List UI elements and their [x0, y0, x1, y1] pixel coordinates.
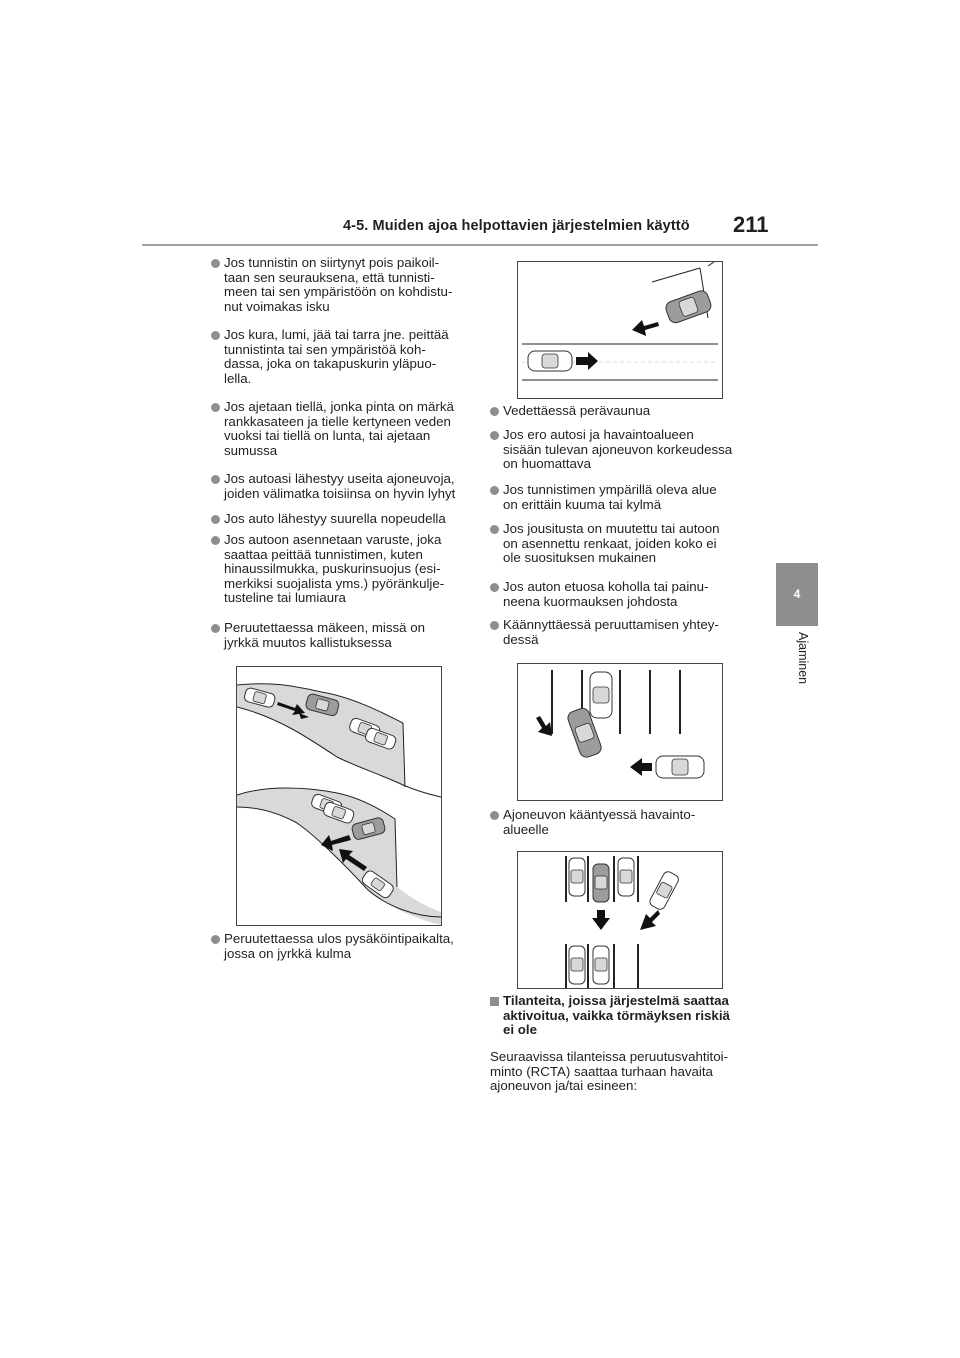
text-line: merkiksi suojalista yms.) pyöränkulje- [224, 575, 445, 591]
text-line: Ajoneuvon kääntyessä havainto- [503, 807, 696, 822]
text-line: Peruutettaessa ulos pysäköintipaikalta, [224, 931, 454, 946]
page-number: 211 [733, 212, 769, 237]
arrow-icon [632, 320, 659, 336]
text-line: sisään tulevan ajoneuvon korkeudessa [503, 441, 733, 457]
text-line: joiden välimatka toisiinsa on hyvin lyhyt [224, 485, 456, 501]
text-line: Peruutettaessa mäkeen, missä on [224, 620, 426, 635]
list-item [490, 580, 758, 609]
list-item [211, 400, 473, 458]
arrow-icon [640, 910, 660, 930]
body-paragraph [490, 1050, 758, 1094]
text-line: sumussa [224, 442, 278, 458]
arrow-icon [576, 352, 598, 370]
figure-detection-area [517, 851, 723, 989]
text-line: Jos ero autosi ja havaintoalueen [503, 427, 694, 442]
text-line: Jos kura, lumi, jää tai tarra jne. peittää [224, 327, 449, 342]
bullet-icon [211, 536, 220, 545]
text-line: on erittäin kuuma tai kylmä [503, 496, 662, 512]
bullet-icon [211, 475, 220, 484]
section-heading [490, 994, 758, 1038]
bullet-icon [211, 624, 220, 633]
text-line: Jos jousitusta on muutettu tai autoon [503, 521, 720, 536]
list-item [490, 522, 758, 566]
text-line: dessä [503, 631, 539, 647]
arrow-icon [536, 716, 552, 736]
list-item [211, 256, 473, 314]
slope-illustration [237, 667, 441, 925]
text-line: aktivoitua, vaikka törmäyksen riskiä [503, 1007, 730, 1023]
text-line: Jos ajetaan tiellä, jonka pinta on märkä [224, 399, 454, 414]
bullet-icon [490, 407, 499, 416]
page-header-title: 4-5. Muiden ajoa helpottavien järjestelmien käyttö [343, 218, 690, 234]
reverse-parking-illustration [518, 262, 722, 398]
detection-area-illustration [518, 852, 722, 988]
list-item [211, 512, 473, 527]
square-bullet-icon [490, 997, 499, 1006]
bullet-icon [211, 515, 220, 524]
chapter-tab-label: Ajaminen [796, 632, 810, 685]
figure-reverse-parking [517, 261, 723, 399]
text-line: on huomattava [503, 456, 591, 472]
list-item [211, 533, 473, 606]
text-line: saattaa peittää tunnistimen, kuten [224, 546, 423, 562]
list-item [490, 808, 758, 837]
text-line: ajoneuvon ja/tai esineen: [490, 1078, 638, 1094]
bullet-icon [490, 486, 499, 495]
text-line: Tilanteita, joissa järjestelmä saattaa [503, 993, 729, 1008]
bullet-icon [490, 621, 499, 630]
bullet-icon [490, 431, 499, 440]
text-line: neena kuormauksen johdosta [503, 593, 678, 609]
text-line: ei ole [503, 1022, 537, 1038]
chapter-tab-number: 4 [793, 587, 801, 601]
bullet-icon [211, 259, 220, 268]
text-line: Jos tunnistin on siirtynyt pois paikoil- [224, 255, 440, 270]
turning-reverse-illustration [518, 664, 722, 800]
text-line: alueelle [503, 821, 549, 837]
text-line: Jos autoon asennetaan varuste, joka [224, 532, 442, 547]
bullet-icon [490, 525, 499, 534]
bullet-icon [490, 811, 499, 820]
list-item [211, 932, 473, 961]
text-line: tunnistinta tai sen ympäristöä koh- [224, 341, 426, 357]
text-line: Käännyttäessä peruuttamisen yhtey- [503, 617, 719, 632]
bullet-icon [211, 403, 220, 412]
bullet-icon [490, 583, 499, 592]
list-item [490, 404, 758, 419]
text-line: hinaussilmukka, puskurinsuojus (esi- [224, 561, 441, 577]
text-line: Jos tunnistimen ympärillä oleva alue [503, 482, 717, 497]
arrow-icon [592, 910, 610, 930]
text-line: jyrkkä muutos kallistuksessa [224, 634, 392, 650]
text-line: Jos auton etuosa koholla tai painu- [503, 579, 709, 594]
text-line: rankkasateen ja tielle kertyneen veden [224, 413, 451, 429]
bullet-icon [211, 935, 220, 944]
text-line: Jos autoasi lähestyy useita ajoneuvoja, [224, 471, 455, 486]
text-line: vuoksi tai tiellä on lunta, tai ajetaan [224, 428, 431, 444]
list-item [490, 618, 758, 647]
text-line: taan sen seurauksena, että tunnisti- [224, 269, 435, 285]
text-line: minto (RCTA) saattaa turhaan havaita [490, 1063, 713, 1079]
text-line: tusteline tai lumiaura [224, 590, 346, 606]
text-line: Vedettäessä perävaunua [503, 403, 651, 418]
figure-slope-illustration [236, 666, 442, 926]
text-line: meen tai sen ympäristöön on kohdistu- [224, 284, 453, 300]
list-item [211, 621, 473, 650]
text-line: nut voimakas isku [224, 298, 330, 314]
list-item [490, 428, 758, 472]
list-item [211, 328, 473, 386]
list-item [211, 472, 473, 501]
header-divider [142, 244, 818, 246]
bullet-icon [211, 331, 220, 340]
text-line: on asennettu renkaat, joiden koko ei [503, 535, 717, 551]
arrow-icon [630, 758, 652, 776]
text-line: ole suosituksen mukainen [503, 550, 657, 566]
text-line: lella. [224, 370, 252, 386]
text-line: Seuraavissa tilanteissa peruutusvahtitoi- [490, 1049, 728, 1064]
text-line: jossa on jyrkkä kulma [224, 945, 352, 961]
text-line: Jos auto lähestyy suurella nopeudella [224, 511, 446, 526]
text-line: dassa, joka on takapuskurin yläpuo- [224, 356, 437, 372]
figure-turning-reverse [517, 663, 723, 801]
list-item [490, 483, 758, 512]
